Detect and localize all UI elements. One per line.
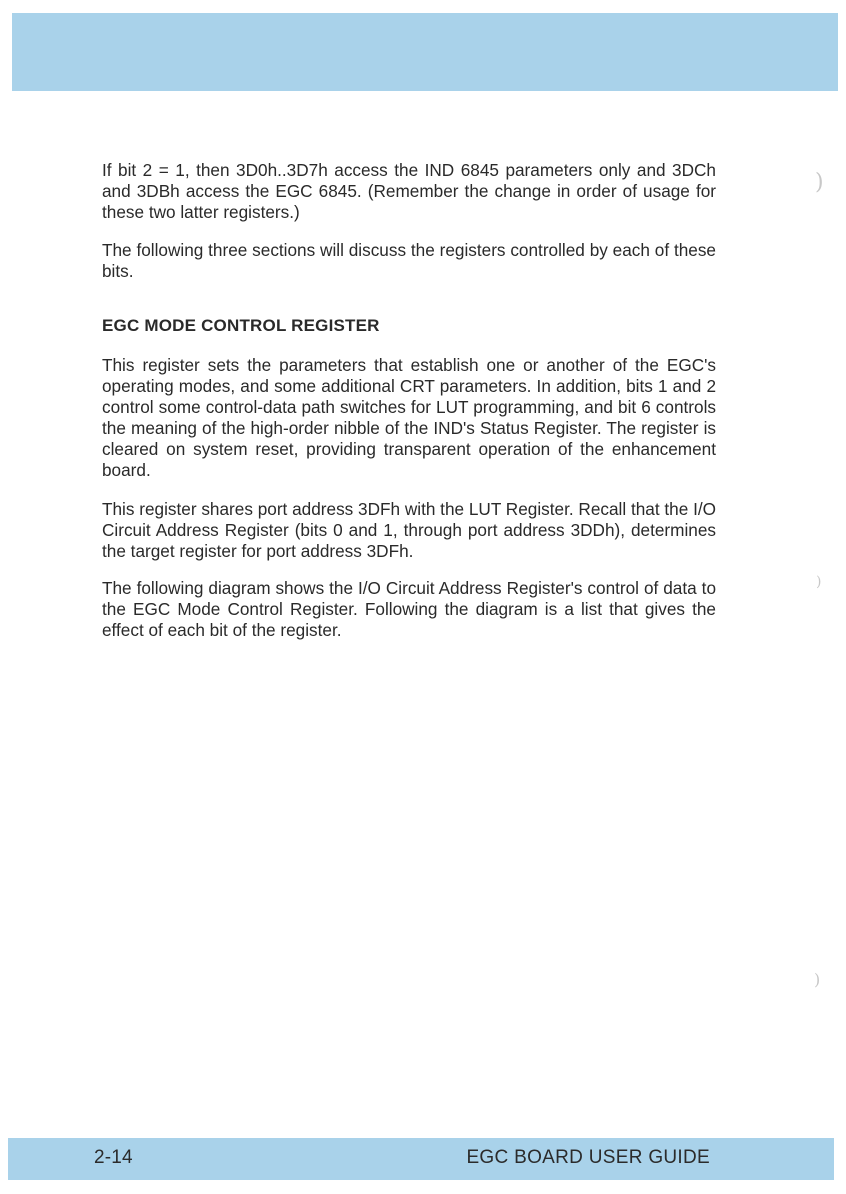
binding-mark-2: ) [816,574,822,590]
page-number: 2-14 [94,1147,133,1168]
binding-mark-1: ) [815,170,824,195]
header-band [12,13,838,91]
footer-title: EGC BOARD USER GUIDE [466,1147,710,1168]
binding-mark-3: ) [814,970,821,989]
paragraph-register-description: This register sets the parameters that establish one or another of the EGC's operating modes, and some additional CRT parameters. In addition, bits 1 and 2 control some control-data path switches for LUT programming, and bit 6 controls the meaning of the high-order nibble of the IND's Status Register. The register is cleared on system reset, providing transparent operation of the enhancement board. [102,355,716,480]
footer-band [8,1138,834,1180]
paragraph-port-address: This register shares port address 3DFh with the LUT Register. Recall that the I/O Circuit Address Register (bits 0 and 1, through port address 3DDh), determines the target register for port address 3DFh. [102,499,716,561]
paragraph-diagram-intro: The following diagram shows the I/O Circuit Address Register's control of data to the EGC Mode Control Register. Following the diagram is a list that gives the effect of each bit of the register. [102,578,716,640]
section-heading: EGC MODE CONTROL REGISTER [102,316,380,335]
paragraph-sections-intro: The following three sections will discuss the registers controlled by each of these bits. [102,240,716,281]
paragraph-bit2-access: If bit 2 = 1, then 3D0h..3D7h access the IND 6845 parameters only and 3DCh and 3DBh access the EGC 6845. (Remember the change in order of usage for these two latter registers.) [102,160,716,222]
page-content [102,160,716,641]
